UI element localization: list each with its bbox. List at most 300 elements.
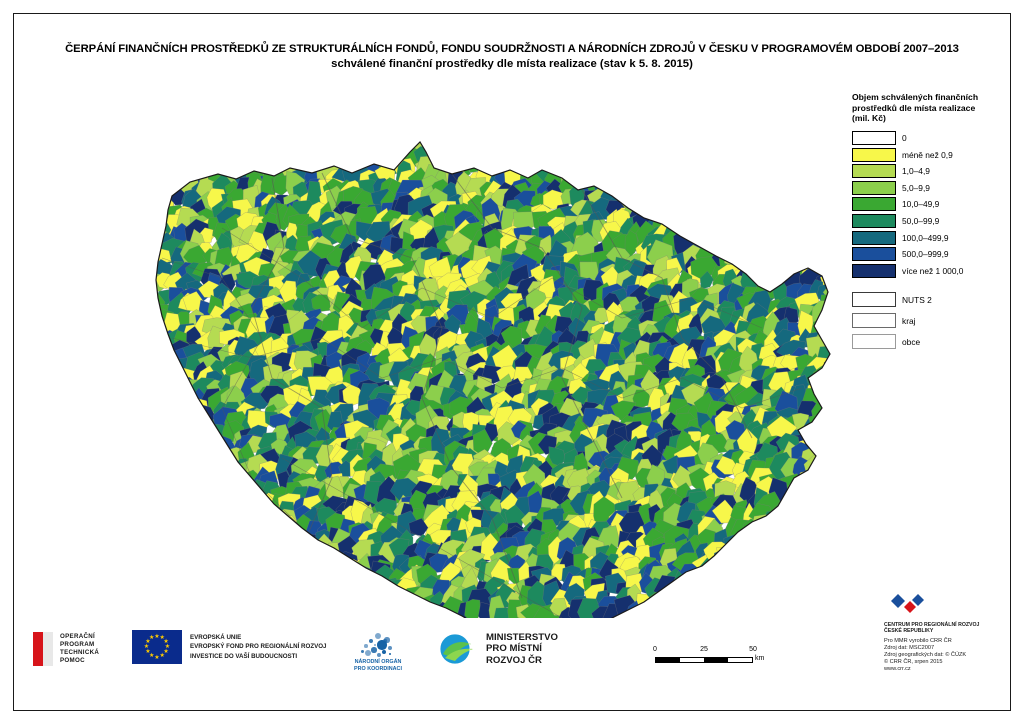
municipality-cell xyxy=(184,584,200,598)
municipality-cell xyxy=(755,188,777,213)
municipality-cell xyxy=(136,553,155,575)
municipality-cell xyxy=(830,574,846,594)
municipality-cell xyxy=(261,553,275,577)
municipality-cell xyxy=(754,525,776,552)
municipality-cell xyxy=(775,98,802,117)
municipality-cell xyxy=(148,587,166,609)
municipality-cell xyxy=(85,561,104,587)
municipality-cell xyxy=(240,484,256,501)
municipality-cell xyxy=(354,110,380,134)
municipality-cell xyxy=(713,199,730,225)
scale-tick-labels xyxy=(655,646,765,656)
municipality-cell xyxy=(247,96,270,119)
municipality-cell xyxy=(332,92,352,119)
municipality-cell xyxy=(764,533,784,555)
municipality-cell xyxy=(138,593,152,618)
municipality-cell xyxy=(176,488,194,521)
municipality-cell xyxy=(140,428,156,447)
municipality-cell xyxy=(571,78,589,90)
municipality-cell xyxy=(559,111,579,142)
municipality-cell xyxy=(134,498,157,525)
legend-label-1: méně než 0,9 xyxy=(902,149,953,160)
municipality-cell xyxy=(795,505,817,522)
municipality-cell xyxy=(715,599,733,619)
municipality-cell xyxy=(85,571,113,601)
municipality-cell xyxy=(23,192,45,213)
municipality-cell xyxy=(160,152,178,178)
municipality-cell xyxy=(739,226,759,241)
municipality-cell xyxy=(580,114,597,136)
municipality-cell xyxy=(738,244,757,271)
municipality-cell xyxy=(253,593,274,613)
municipality-cell xyxy=(41,191,64,215)
municipality-cell xyxy=(167,133,183,153)
municipality-cell xyxy=(270,579,295,598)
municipality-cell xyxy=(827,260,851,284)
municipality-cell xyxy=(34,146,59,168)
municipality-cell xyxy=(117,381,132,407)
municipality-cell xyxy=(30,248,52,266)
municipality-cell xyxy=(54,172,71,196)
municipality-cell xyxy=(202,490,221,511)
municipality-cell xyxy=(746,213,761,231)
municipality-cell xyxy=(787,133,808,156)
municipality-cell xyxy=(734,133,759,150)
municipality-cell xyxy=(590,110,618,136)
municipality-cell xyxy=(515,78,542,100)
municipality-cell xyxy=(718,85,741,113)
municipality-cell xyxy=(555,93,580,114)
municipality-cell xyxy=(822,103,844,125)
municipality-cell xyxy=(461,106,479,123)
legend-swatch-2 xyxy=(852,164,896,178)
municipality-cell xyxy=(49,139,65,168)
municipality-cell xyxy=(110,420,126,434)
municipality-cell xyxy=(163,398,177,424)
municipality-cell xyxy=(26,120,47,145)
municipality-cell xyxy=(335,110,353,131)
municipality-cell xyxy=(823,207,840,227)
municipality-cell xyxy=(738,593,760,618)
municipality-cell xyxy=(195,592,218,610)
municipality-cell xyxy=(208,585,231,602)
municipality-cell xyxy=(46,486,62,504)
municipality-cell xyxy=(30,553,52,572)
municipality-cell xyxy=(105,108,128,143)
municipality-cell xyxy=(819,438,839,458)
municipality-cell xyxy=(138,427,165,447)
municipality-cell xyxy=(125,417,146,438)
municipality-cell xyxy=(732,172,753,197)
municipality-cell xyxy=(693,178,710,208)
municipality-cell xyxy=(171,457,191,478)
municipality-cell xyxy=(739,537,754,562)
municipality-cell xyxy=(75,437,92,458)
municipality-cell xyxy=(130,332,152,355)
municipality-cell xyxy=(37,434,59,458)
municipality-cell xyxy=(757,249,772,276)
municipality-cell xyxy=(165,112,188,137)
municipality-cell xyxy=(669,128,693,159)
municipality-cell xyxy=(694,582,715,601)
municipality-cell xyxy=(24,227,39,248)
municipality-cell xyxy=(59,368,77,392)
municipality-cell xyxy=(83,598,105,618)
municipality-cell xyxy=(124,328,150,353)
municipality-cell xyxy=(730,201,746,223)
municipality-cell xyxy=(826,310,845,326)
municipality-cell xyxy=(817,464,845,481)
municipality-cell xyxy=(170,528,184,549)
municipality-cell xyxy=(830,343,851,362)
municipality-cell xyxy=(123,127,138,151)
municipality-cell xyxy=(160,446,186,466)
municipality-cell xyxy=(200,548,226,572)
municipality-cell xyxy=(48,599,67,618)
municipality-cell xyxy=(673,576,700,596)
municipality-cell xyxy=(72,139,95,167)
municipality-cell xyxy=(810,591,831,612)
municipality-cell xyxy=(674,597,701,618)
municipality-cell xyxy=(136,540,153,558)
municipality-cell xyxy=(465,89,483,112)
municipality-cell xyxy=(729,79,749,98)
municipality-cell xyxy=(150,364,171,382)
municipality-cell xyxy=(55,169,81,195)
municipality-cell xyxy=(708,111,728,135)
municipality-cell xyxy=(447,99,469,120)
municipality-cell xyxy=(769,91,798,118)
municipality-cell xyxy=(161,578,184,609)
municipality-cell xyxy=(835,91,852,112)
municipality-cell xyxy=(299,112,322,131)
municipality-cell xyxy=(249,117,273,137)
municipality-cell xyxy=(91,194,115,214)
municipality-cell xyxy=(85,437,106,458)
municipality-cell xyxy=(667,180,687,199)
municipality-cell xyxy=(658,209,675,225)
municipality-cell xyxy=(163,467,184,495)
municipality-cell xyxy=(739,157,753,182)
municipality-cell xyxy=(62,84,75,111)
municipality-cell xyxy=(89,328,106,347)
municipality-cell xyxy=(679,152,697,174)
municipality-cell xyxy=(462,106,478,127)
municipality-cell xyxy=(25,297,51,314)
municipality-cell xyxy=(55,330,74,361)
municipality-cell xyxy=(345,136,367,151)
municipality-cell xyxy=(834,133,853,153)
municipality-cell xyxy=(139,361,153,385)
municipality-cell xyxy=(765,78,793,98)
municipality-cell xyxy=(22,316,44,343)
municipality-cell xyxy=(162,118,184,138)
municipality-cell xyxy=(813,191,839,208)
municipality-cell xyxy=(150,603,167,618)
municipality-cell xyxy=(122,497,143,517)
municipality-cell xyxy=(44,413,61,435)
municipality-cell xyxy=(139,578,162,600)
municipality-cell xyxy=(737,167,758,183)
municipality-cell xyxy=(836,78,852,91)
dot-icon xyxy=(383,639,386,642)
municipality-cell xyxy=(227,600,254,618)
municipality-cell xyxy=(725,196,742,218)
municipality-cell xyxy=(46,191,71,217)
municipality-cell xyxy=(291,565,314,591)
municipality-cell xyxy=(90,78,114,99)
municipality-cell xyxy=(771,150,800,175)
municipality-cell xyxy=(337,578,356,599)
municipality-cell xyxy=(116,457,145,481)
obce-outline-label: obce xyxy=(902,336,921,347)
municipality-cell xyxy=(489,92,513,121)
municipality-cell xyxy=(837,102,852,123)
municipality-cell xyxy=(39,460,66,487)
municipality-cell xyxy=(24,344,51,367)
municipality-cell xyxy=(786,497,806,516)
municipality-cell xyxy=(813,227,837,255)
municipality-cell xyxy=(729,234,748,260)
municipality-cell xyxy=(708,562,726,587)
municipality-cell xyxy=(827,145,845,166)
municipality-cell xyxy=(93,359,112,383)
municipality-cell xyxy=(278,78,298,94)
municipality-cell xyxy=(57,513,79,537)
municipality-cell xyxy=(703,163,722,191)
municipality-cell xyxy=(824,214,844,233)
municipality-cell xyxy=(23,444,38,466)
municipality-cell xyxy=(80,480,96,504)
municipality-cell xyxy=(824,487,846,514)
municipality-cell xyxy=(102,419,122,437)
municipality-cell xyxy=(730,123,745,139)
choropleth-map[interactable] xyxy=(22,78,852,618)
municipality-cell xyxy=(95,231,112,252)
municipality-cell xyxy=(174,519,192,538)
municipality-cell xyxy=(388,137,406,152)
municipality-cell xyxy=(90,237,110,259)
municipality-cell xyxy=(710,217,728,242)
municipality-cell xyxy=(161,601,177,618)
municipality-cell xyxy=(585,117,610,143)
municipality-cell xyxy=(155,545,169,569)
municipality-cell xyxy=(158,359,175,389)
municipality-cell xyxy=(842,243,852,264)
municipality-cell xyxy=(425,131,449,151)
municipality-cell xyxy=(57,482,80,506)
municipality-cell xyxy=(62,316,79,338)
municipality-cell xyxy=(42,585,59,609)
municipality-cell xyxy=(810,114,841,140)
municipality-cell xyxy=(248,140,268,166)
municipality-cell xyxy=(71,400,96,422)
municipality-cell xyxy=(699,200,727,221)
municipality-cell xyxy=(67,108,94,130)
municipality-cell xyxy=(119,546,142,572)
municipality-cell xyxy=(87,90,105,124)
municipality-cell xyxy=(154,437,175,463)
municipality-cell xyxy=(359,93,379,121)
municipality-cell xyxy=(840,548,852,564)
municipality-cell xyxy=(639,602,659,618)
municipality-cell xyxy=(749,109,770,131)
municipality-cell xyxy=(482,140,509,159)
municipality-cell xyxy=(85,171,103,191)
crr-name-line-2: ČESKÉ REPUBLIKY xyxy=(884,628,934,635)
municipality-cell xyxy=(137,199,160,218)
municipality-cell xyxy=(408,602,431,618)
municipality-cell xyxy=(82,341,105,363)
scale-tick-1: 25 xyxy=(700,646,708,653)
municipality-cell xyxy=(154,487,175,511)
municipality-cell xyxy=(516,87,537,110)
municipality-cell xyxy=(464,94,480,117)
municipality-cell xyxy=(313,78,334,103)
municipality-cell xyxy=(556,139,578,163)
municipality-cell xyxy=(36,260,52,280)
municipality-cell xyxy=(37,78,61,94)
municipality-cell xyxy=(800,569,828,587)
municipality-cell xyxy=(92,155,112,179)
municipality-cell xyxy=(264,517,288,537)
municipality-cell xyxy=(122,557,139,581)
municipality-cell xyxy=(722,141,747,162)
municipality-cell xyxy=(184,563,211,591)
municipality-cell xyxy=(112,392,136,411)
municipality-cell xyxy=(70,172,95,188)
municipality-cell xyxy=(69,563,90,590)
municipality-cell xyxy=(840,334,852,358)
municipality-cell xyxy=(721,233,743,259)
municipality-cell xyxy=(215,498,231,524)
municipality-cell xyxy=(249,577,267,598)
municipality-cell xyxy=(811,142,835,166)
municipality-cell xyxy=(262,94,279,124)
municipality-cell xyxy=(827,377,848,404)
municipality-cell xyxy=(332,78,358,99)
municipality-cell xyxy=(383,93,405,121)
municipality-cell xyxy=(707,221,734,240)
municipality-cell xyxy=(207,568,231,584)
municipality-cell xyxy=(733,221,753,247)
municipality-cell xyxy=(46,572,65,606)
municipality-cell xyxy=(275,87,288,111)
municipality-cell xyxy=(133,78,158,93)
municipality-cell xyxy=(605,153,627,181)
municipality-cell xyxy=(309,92,334,117)
municipality-cell xyxy=(220,584,243,603)
municipality-cell xyxy=(381,597,405,618)
municipality-cell xyxy=(30,199,52,225)
municipality-cell xyxy=(144,437,166,466)
municipality-cell xyxy=(22,417,47,437)
municipality-cell xyxy=(273,593,291,617)
municipality-cell xyxy=(25,309,47,335)
municipality-cell xyxy=(231,138,256,166)
municipality-cell xyxy=(651,112,677,141)
municipality-cell xyxy=(458,84,477,105)
municipality-cell xyxy=(238,78,265,89)
municipality-cell xyxy=(22,190,36,209)
logo-european-union xyxy=(132,630,327,664)
municipality-cell xyxy=(155,409,175,436)
legend-label-0: 0 xyxy=(902,133,907,144)
municipality-cell xyxy=(464,145,484,171)
municipality-cell xyxy=(787,568,804,587)
municipality-cell xyxy=(144,140,160,170)
municipality-cell xyxy=(194,555,218,582)
municipality-cell xyxy=(550,100,575,126)
municipality-cell xyxy=(623,176,642,195)
municipality-cell xyxy=(663,78,687,95)
municipality-cell xyxy=(473,134,499,158)
municipality-cell xyxy=(64,351,80,379)
municipality-cell xyxy=(668,160,691,184)
legend-label-8: více než 1 000,0 xyxy=(902,265,964,276)
municipality-cell xyxy=(120,191,143,214)
municipality-cell xyxy=(269,538,292,566)
municipality-cell xyxy=(82,214,98,233)
municipality-cell xyxy=(659,87,674,114)
municipality-cell xyxy=(305,78,319,100)
municipality-cell xyxy=(247,528,272,559)
municipality-cell xyxy=(569,111,596,127)
municipality-cell xyxy=(278,516,298,544)
municipality-cell xyxy=(92,294,117,316)
cz-flag-icon xyxy=(33,632,53,666)
municipality-cell xyxy=(92,102,111,132)
municipality-cell xyxy=(147,129,164,160)
municipality-cell xyxy=(162,353,179,376)
municipality-cell xyxy=(726,97,751,119)
municipality-cell xyxy=(80,426,101,442)
municipality-cell xyxy=(477,92,498,115)
municipality-cell xyxy=(174,444,198,464)
municipality-cell xyxy=(435,88,463,106)
municipality-cell xyxy=(50,294,75,318)
municipality-cell xyxy=(630,81,656,109)
municipality-cell xyxy=(786,181,810,208)
municipality-cell xyxy=(107,331,123,355)
municipality-cell xyxy=(705,572,729,602)
municipality-cell xyxy=(719,165,736,187)
municipality-cell xyxy=(150,563,169,595)
dot-icon xyxy=(377,653,381,657)
municipality-cell xyxy=(283,582,309,603)
municipality-cell xyxy=(186,527,206,548)
municipality-cell xyxy=(739,78,764,93)
municipality-cell xyxy=(468,78,486,93)
municipality-cell xyxy=(786,192,805,209)
municipality-cell xyxy=(348,598,366,618)
municipality-cell xyxy=(606,92,631,127)
municipality-cell xyxy=(135,193,151,216)
municipality-cell xyxy=(794,152,818,179)
municipality-cell xyxy=(397,82,422,107)
municipality-cell xyxy=(79,462,101,485)
eu-star-icon: ★ xyxy=(145,649,151,656)
municipality-cell xyxy=(797,135,817,157)
municipality-cell xyxy=(68,386,85,418)
municipality-cell xyxy=(348,119,364,147)
municipality-cell xyxy=(625,79,641,106)
municipality-cell xyxy=(22,509,36,538)
municipality-cell xyxy=(359,78,375,98)
municipality-cell xyxy=(122,350,145,367)
municipality-cell xyxy=(116,435,135,464)
municipality-cell xyxy=(22,90,48,114)
